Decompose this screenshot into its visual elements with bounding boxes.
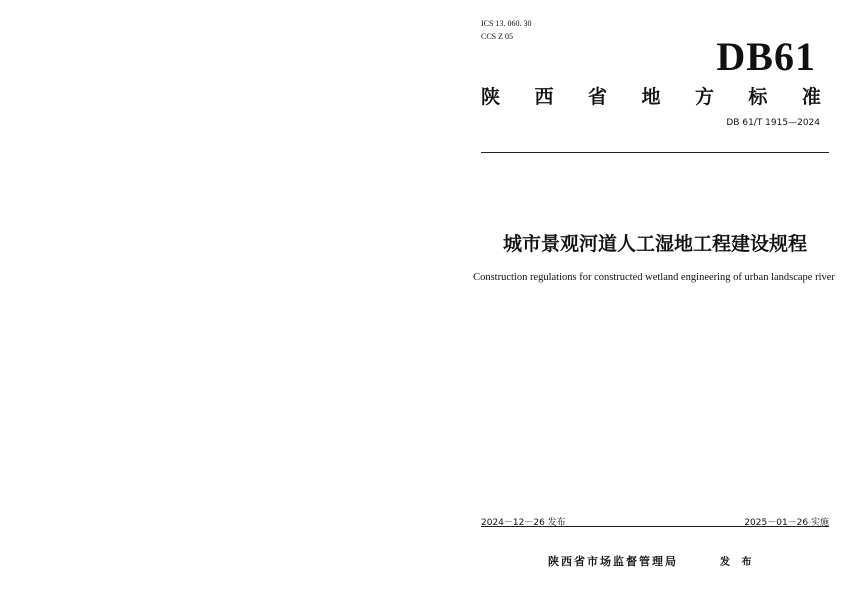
issuing-authority: 陕西省市场监督管理局	[548, 555, 678, 568]
standard-type-char: 陕	[481, 86, 501, 108]
standard-type	[481, 82, 821, 109]
standard-number: DB 61/T 1915—2024	[726, 118, 820, 128]
standard-type-char: 准	[801, 86, 821, 108]
standard-type-char: 标	[748, 86, 768, 108]
implementation-date: 2025－01－26 实施	[744, 518, 829, 528]
publish-label: 发 布	[720, 557, 756, 568]
standard-type-char: 省	[587, 86, 607, 108]
title-chinese: 城市景观河道人工湿地工程建设规程	[502, 233, 807, 255]
standard-type-char: 地	[641, 86, 661, 108]
standard-type-char: 方	[694, 86, 714, 108]
footer-divider	[481, 526, 829, 527]
ics-code: ICS 13. 060. 30	[481, 19, 532, 28]
issue-date: 2024－12－26 发布	[481, 518, 566, 528]
header-divider	[481, 152, 829, 153]
db-code: DB61	[716, 34, 816, 79]
title-english: Construction regulations for constructed wetland engineering of urban landscape river	[473, 272, 835, 283]
standard-type-char: 西	[534, 86, 554, 108]
ccs-code: CCS Z 05	[481, 32, 514, 41]
